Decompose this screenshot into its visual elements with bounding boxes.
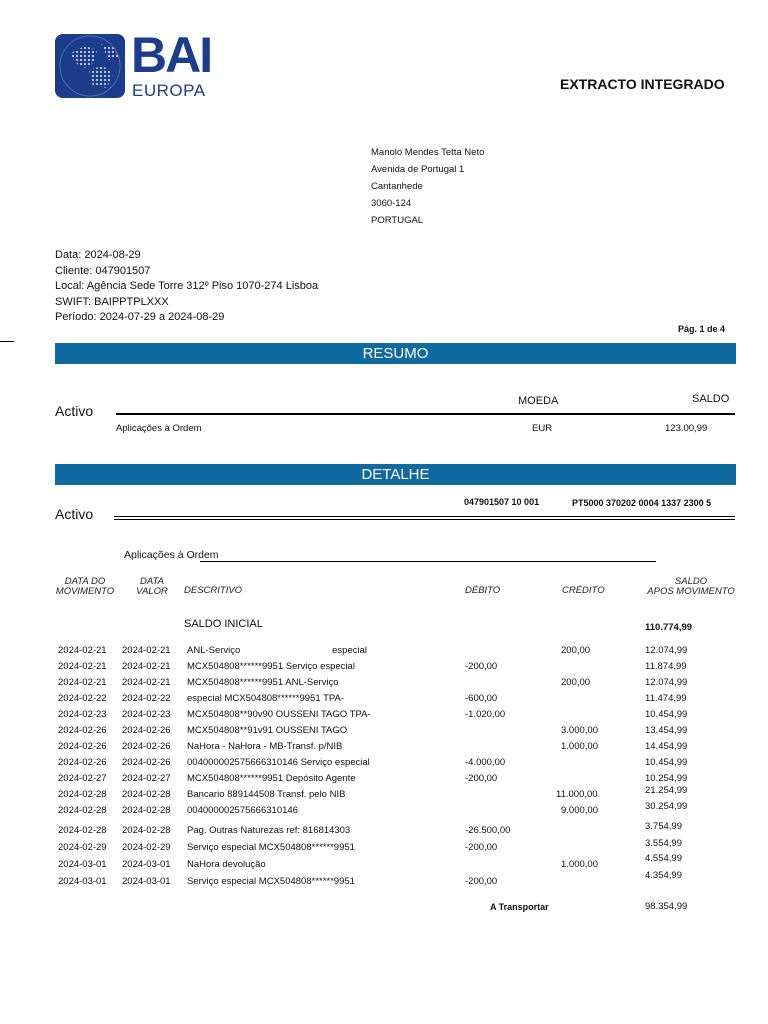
table-row [0,741,768,757]
cell-saldo: 10.454,99 [645,757,688,768]
account-number: 047901507 10 001 [464,497,540,507]
resumo-divider [116,413,735,415]
cell-credito: 1.000,00 [561,741,598,752]
recipient-address [371,144,484,229]
resumo-row-desc: Aplicações à Ordem [116,423,202,434]
cell-descritivo: MCX504808******9951 ANL-Serviço [187,677,339,688]
margin-tick [0,341,14,342]
cell-debito: -4.000,00 [465,757,506,768]
cell-data-movimento: 2024-02-21 [58,677,107,688]
header-credito: CRÉDITO [562,585,605,596]
cell-descritivo: Bancario 889144508 Transf. pelo NIB [187,789,346,800]
cell-data-movimento: 2024-02-21 [58,645,107,656]
cell-saldo: 3.754,99 [645,821,682,832]
info-swift: SWIFT: BAIPPTPLXXX [55,295,169,308]
cell-saldo: 4.554,99 [645,853,682,864]
table-row [0,645,768,661]
table-row [0,693,768,709]
cell-debito: -600,00 [465,693,498,704]
cell-descritivo: ANL-Serviço especial [187,645,367,656]
cell-data-movimento: 2024-02-21 [58,661,107,672]
header-data-movimento [55,577,115,597]
cell-data-valor: 2024-02-28 [122,789,171,800]
info-period: Período: 2024-07-29 a 2024-08-29 [55,311,225,323]
cell-saldo: 10.254,99 [645,773,688,784]
header-saldo [645,577,737,597]
detalhe-section-label: Activo [55,506,94,522]
cell-descritivo: 004000002575666310146 [187,805,298,816]
cell-saldo: 30.254,99 [645,801,688,812]
document-title: EXTRACTO INTEGRADO [560,76,725,92]
cell-data-movimento: 2024-02-28 [58,789,107,800]
cell-descritivo: NaHora - NaHora - MB-Transf. p/NIB [187,741,343,752]
table-row [0,757,768,773]
cell-data-movimento: 2024-03-01 [58,876,107,887]
account-type-label: Aplicações à Ordem [124,549,219,561]
cell-debito: -26.500,00 [465,825,511,836]
address-line: 3060-124 [371,198,412,209]
transactions-table [0,645,768,895]
iban: PT5000 370202 0004 1337 2300 5 [572,498,712,508]
cell-descritivo: MCX504808******9951 Serviço especial [187,661,355,672]
info-location: Local: Agência Sede Torre 312º Piso 1070-274 Lisboa [55,280,319,292]
cell-debito: -200,00 [465,876,498,887]
cell-debito: -200,00 [465,661,498,672]
address-line: Manolo Mendes Tetta Neto [371,147,485,158]
cell-data-valor: 2024-02-28 [122,825,171,836]
cell-data-valor: 2024-02-23 [122,709,171,720]
cell-descritivo: 004000002575666310146 Serviço especial [187,757,370,768]
resumo-row-moeda: EUR [532,423,553,434]
detalhe-divider-bottom [114,519,735,520]
header-debito: DÉBITO [465,585,501,596]
cell-saldo: 14.454,99 [645,741,688,752]
cell-debito: -200,00 [465,842,498,853]
cell-data-valor: 2024-02-29 [122,842,171,853]
transport-value: 98.354,99 [645,901,688,912]
detalhe-divider-top [114,516,735,517]
cell-descritivo: MCX504808******9951 Depósito Agente [187,773,356,784]
address-line: PORTUGAL [371,215,424,226]
resumo-col-saldo: SALDO [692,393,730,405]
cell-data-valor: 2024-02-28 [122,805,171,816]
table-row [0,709,768,725]
header-descritivo: DESCRITIVO [184,585,243,596]
cell-saldo: 12.074,99 [645,677,688,688]
cell-data-movimento: 2024-02-22 [58,693,107,704]
logo-subtext: EUROPA [132,81,206,100]
cell-descritivo: Serviço especial MCX504808******9951 [187,842,355,853]
cell-saldo: 11.474,99 [645,693,687,704]
cell-data-valor: 2024-02-21 [122,645,171,656]
table-row [0,725,768,741]
cell-saldo: 4.354,99 [645,870,682,881]
cell-credito: 3.000,00 [561,725,598,736]
transport-label: A Transportar [490,902,549,912]
cell-debito: -1.020,00 [465,709,506,720]
cell-data-valor: 2024-03-01 [122,876,171,887]
header-line: MOVIMENTO [55,586,115,597]
cell-data-movimento: 2024-02-26 [58,741,107,752]
cell-saldo: 21.254,99 [645,785,688,796]
cell-saldo: 13.454,99 [645,725,688,736]
cell-saldo: 10.454,99 [645,709,688,720]
statement-info [55,248,318,326]
cell-data-valor: 2024-03-01 [122,859,171,870]
cell-credito: 11.000,00 [556,789,598,800]
cell-data-valor: 2024-02-21 [122,661,171,672]
page-number: Pág. 1 de 4 [678,324,726,334]
cell-credito: 200,00 [561,645,591,656]
cell-saldo: 11.874,99 [645,661,687,672]
header-line: DATA [140,576,164,587]
table-row [0,870,768,892]
cell-data-movimento: 2024-03-01 [58,859,107,870]
header-line: APOS MOVIMENTO [647,586,735,597]
cell-data-valor: 2024-02-26 [122,741,171,752]
logo-text: BAI [131,27,212,83]
cell-data-movimento: 2024-02-26 [58,725,107,736]
address-line: Avenida de Portugal 1 [371,164,465,175]
cell-data-valor: 2024-02-22 [122,693,171,704]
cell-data-movimento: 2024-02-28 [58,825,107,836]
cell-descritivo: Pag. Outras Naturezas ref: 816814303 [187,825,351,836]
resumo-section-label: Activo [55,403,94,419]
cell-data-movimento: 2024-02-27 [58,773,107,784]
header-data-valor [128,577,176,597]
saldo-inicial-label: SALDO INICIAL [184,618,263,630]
address-line: Cantanhede [371,181,423,192]
table-row [0,661,768,677]
header-line: VALOR [136,586,168,597]
cell-descritivo: MCX504808**91v91 OUSSENI TAGO [187,725,348,736]
table-row [0,801,768,821]
cell-credito: 200,00 [561,677,591,688]
header-line: SALDO [674,576,708,587]
cell-saldo: 12.074,99 [645,645,688,656]
cell-credito: 1.000,00 [561,859,598,870]
account-type-underline [200,561,656,562]
detalhe-bar: DETALHE [55,464,736,485]
cell-descritivo: Serviço especial MCX504808******9951 [187,876,355,887]
cell-data-valor: 2024-02-26 [122,757,171,768]
cell-descritivo: MCX504808**90v90 OUSSENI TAGO TPA- [187,709,371,720]
saldo-inicial-value: 110.774,99 [645,622,693,633]
cell-saldo: 3.554,99 [645,838,682,849]
info-date: Data: 2024-08-29 [55,249,141,261]
cell-data-valor: 2024-02-27 [122,773,171,784]
cell-data-movimento: 2024-02-28 [58,805,107,816]
cell-credito: 9.000,00 [561,805,598,816]
cell-descritivo: especial MCX504808******9951 TPA- [187,693,345,704]
cell-data-movimento: 2024-02-29 [58,842,107,853]
info-client: Cliente: 047901507 [55,264,151,277]
cell-debito: -200,00 [465,773,498,784]
resumo-col-moeda: MOEDA [518,395,559,407]
resumo-row-saldo: 123.00,99 [665,423,708,434]
cell-data-valor: 2024-02-26 [122,725,171,736]
cell-descritivo: NaHora devolução [187,859,266,870]
cell-data-movimento: 2024-02-23 [58,709,107,720]
bai-logo-globe-icon [55,34,125,98]
cell-data-movimento: 2024-02-26 [58,757,107,768]
resumo-bar: RESUMO [55,343,736,364]
cell-data-valor: 2024-02-21 [122,677,171,688]
table-row [0,677,768,693]
header-line: DATA DO [64,576,106,587]
